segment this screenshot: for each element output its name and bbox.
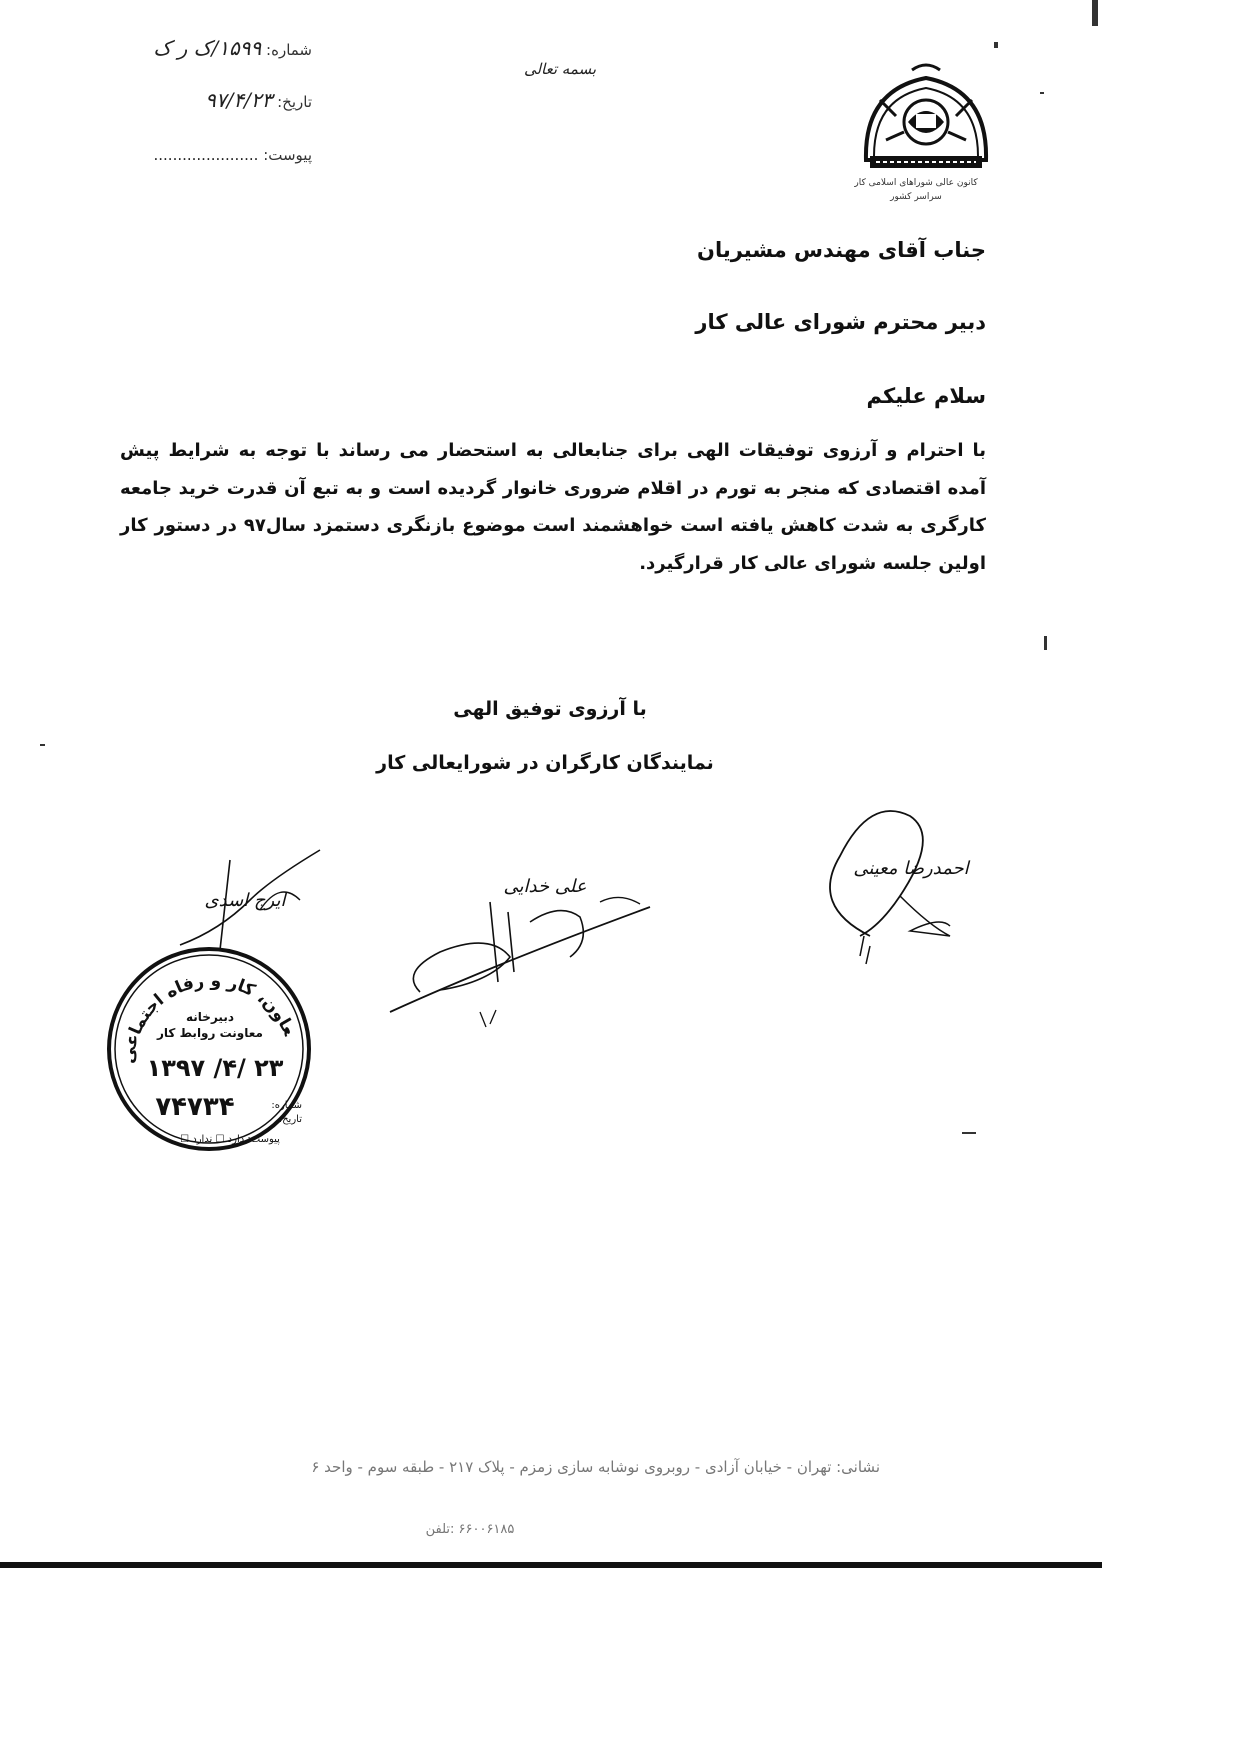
scan-speck — [1092, 0, 1098, 26]
emblem-logo-icon — [856, 60, 996, 178]
bismillah: بسمه تعالی — [523, 60, 597, 78]
signature-2-name: علی خدایی — [503, 876, 587, 897]
stamp-line2: معاونت روابط کار — [157, 1026, 263, 1040]
greeting: سلام علیکم — [866, 384, 986, 408]
stamp-date-label: تاریخ: — [278, 1114, 302, 1125]
org-name-line1: کانون عالی شوراهای اسلامی کار — [854, 178, 978, 188]
number-value: ۱۵۹۹/ک ر ک — [153, 36, 262, 60]
stamp-number: ۷۴۷۳۴ — [155, 1092, 235, 1122]
signature-3-name: ایرج اسدی — [204, 890, 286, 911]
date-row — [62, 88, 312, 112]
checkbox-icon: ☐ — [180, 1134, 190, 1145]
footer-address: نشانی: تهران - خیابان آزادی - روبروی نوشابه سازی زمزم - پلاک ۲۱۷ - طبقه سوم - واحد ۶ — [311, 1458, 880, 1476]
date-value: ۹۷/۴/۲۳ — [205, 88, 273, 112]
signature-scribble-icon — [800, 786, 1000, 976]
signatory-title: نمایندگان کارگران در شورایعالی کار — [376, 752, 714, 774]
stamp-date: ۱۳۹۷ /۴/ ۲۳ — [146, 1054, 284, 1082]
stamp-attachment-label: پیوست: — [247, 1134, 280, 1145]
stamp-line1: دبیرخانه — [186, 1010, 234, 1024]
scan-speck — [1040, 92, 1044, 94]
recipient-line1: جناب آقای مهندس مشیریان — [697, 238, 986, 262]
footer-phone: ۶۶۰۰۶۱۸۵ :تلفن — [425, 1522, 515, 1537]
scan-speck — [994, 42, 998, 48]
attachment-label: پیوست: — [263, 146, 312, 164]
closing-wish: با آرزوی توفیق الهی — [453, 698, 647, 720]
signature-1-name: احمدرضا معینی — [853, 858, 969, 879]
date-label: تاریخ: — [277, 93, 312, 111]
number-label: شماره: — [266, 41, 312, 59]
scan-speck — [962, 1132, 976, 1134]
number-row — [62, 36, 312, 60]
stamp-attachment-row — [170, 1134, 290, 1145]
scan-speck — [1044, 636, 1047, 650]
attachment-row — [62, 146, 312, 164]
letter-body: با احترام و آرزوی توفیقات الهی برای جنابعالی به استحضار می رساند با توجه به شرایط پیش آمده اقتصادی که منجر به تورم در اقلام ضروری خانوار گردیده است و به تبع آن قدرت خرید جامعه کارگری به شدت کاهش یافته است خواهشمند است موضوع بازنگری دستمزد سال۹۷ در دستور کار اولین جلسه شورای عالی کار قرارگیرد. — [120, 440, 986, 574]
signature-1 — [800, 786, 1000, 976]
recipient-line2: دبیر محترم شورای عالی کار — [695, 310, 986, 334]
checkbox-icon: ☐ — [215, 1134, 225, 1145]
letterhead-emblem — [856, 60, 996, 178]
org-name-line2: سراسر کشور — [890, 192, 942, 202]
stamp-has-not-label: ندارد — [192, 1134, 213, 1145]
scan-speck — [40, 744, 45, 746]
stamp-ring-text: عاون، کار و رفاه اجتماعی — [118, 970, 299, 1065]
scan-edge-bar — [0, 1562, 1102, 1568]
stamp-has-label: دارد — [227, 1134, 245, 1145]
stamp-number-label: شماره: — [271, 1100, 302, 1111]
attachment-dots: ...................... — [153, 146, 259, 164]
